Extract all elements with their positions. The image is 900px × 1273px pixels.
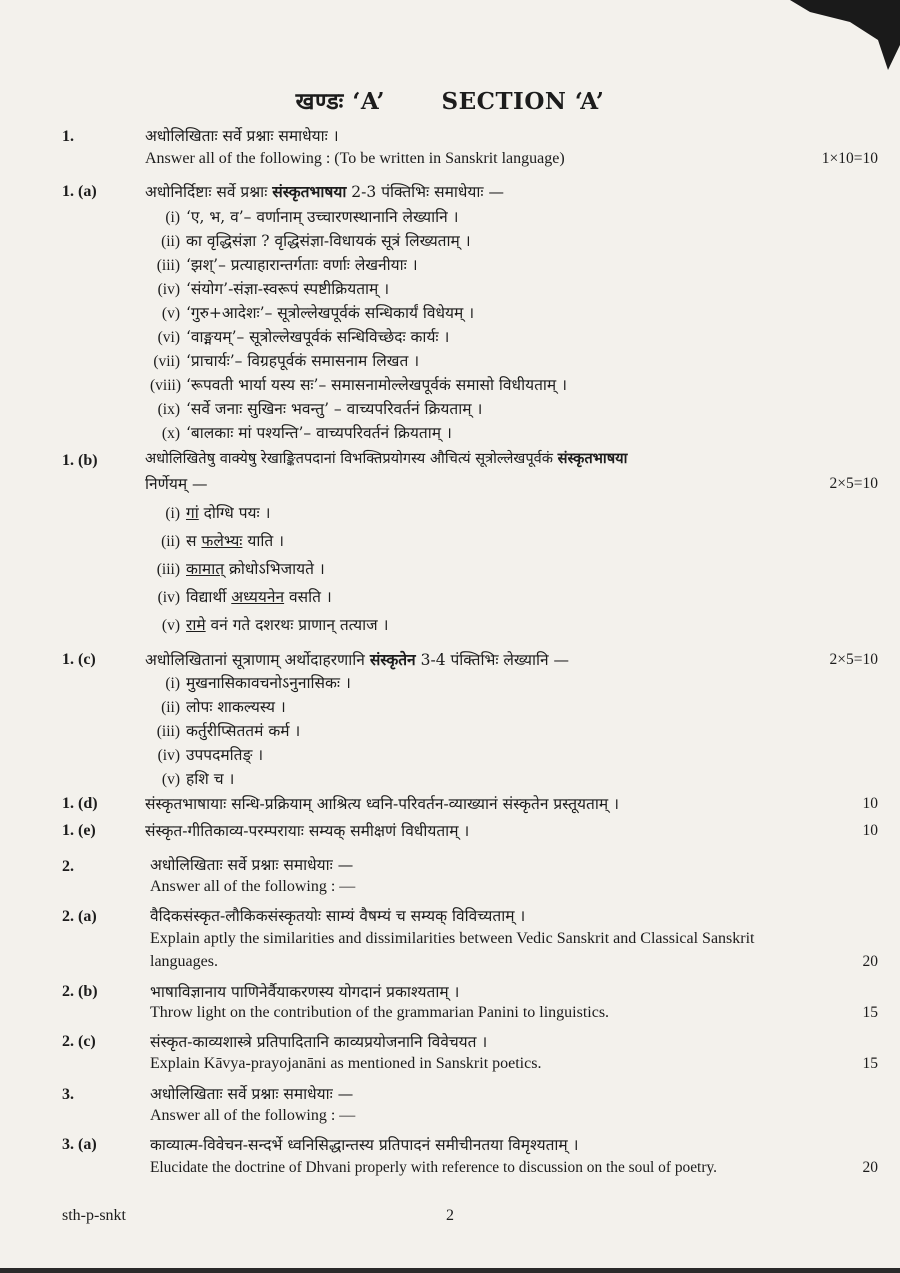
marks: 10 (862, 795, 878, 812)
question-number: 2. (c) (62, 1033, 96, 1050)
question-text-english: Answer all of the following : (To be written in Sanskrit language) (145, 150, 565, 167)
sub-item: (ix) ‘सर्वे जनाः सुखिनः भवन्तु’ – वाच्यपरिवर्तनं क्रियताम् । (157, 400, 483, 418)
marks: 2×5=10 (829, 475, 878, 492)
text-part: अधोनिर्दिष्टाः सर्वे प्रश्नाः (145, 183, 273, 201)
question-number: 1. (b) (62, 452, 98, 469)
question-number: 2. (a) (62, 908, 97, 925)
question-text-sanskrit: काव्यात्म-विवेचन-सन्दर्भे ध्वनिसिद्धान्तस्य प्रतिपादनं समीचीनतया विमृश्यताम् । (150, 1136, 579, 1154)
marks: 15 (862, 1004, 878, 1021)
scan-edge (0, 1268, 900, 1273)
marks: 10 (862, 822, 878, 839)
sub-item: (vii) ‘प्राचार्यः’– विग्रहपूर्वकं समासनाम लिखत । (153, 352, 420, 370)
section-title-hindi: खण्डः ‘A’ (295, 88, 385, 115)
paper-code: sth-p-snkt (62, 1207, 126, 1224)
sub-item: (ii) का वृद्धिसंज्ञा ? वृद्धिसंज्ञा-विधायकं सूत्रं लिख्यताम् । (161, 232, 471, 250)
sub-item: (i) गां दोग्धि पयः । (165, 504, 271, 522)
question-text: संस्कृतभाषायाः सन्धि-प्रक्रियाम् आश्रित्य ध्वनि-परिवर्तन-व्याख्यानं संस्कृतेन प्रस्तूयताम् । (145, 795, 619, 813)
emphasis-text: संस्कृतेन (369, 650, 416, 669)
sub-item: (iii) कामात् क्रोधोऽभिजायते । (156, 560, 325, 578)
question-number: 1. (a) (62, 183, 97, 200)
question-text-english: Elucidate the doctrine of Dhvani properly with reference to discussion on the soul of poetry. (150, 1159, 718, 1176)
question-text (145, 648, 878, 670)
sub-item: (i) ‘ए, भ, व’– वर्णानाम् उच्चारणस्थानानि लेख्यानि । (165, 208, 459, 226)
question-text-sanskrit: संस्कृत-काव्यशास्त्रे प्रतिपादितानि काव्यप्रयोजनानि विवेचयत । (150, 1033, 488, 1051)
sub-item: (ii) स फलेभ्यः याति । (161, 532, 285, 550)
text-part: अधोलिखितानां सूत्राणाम् अर्थोदाहरणानि (145, 651, 370, 669)
marks: 20 (862, 953, 878, 970)
question-text-english: Explain aptly the similarities and dissimilarities between Vedic Sanskrit and Classical Sanskrit (150, 930, 755, 947)
question-text-sanskrit: वैदिकसंस्कृत-लौकिकसंस्कृतयोः साम्यं वैषम्यं च सम्यक् विविच्यताम् । (150, 907, 526, 925)
question-number: 1. (62, 128, 74, 145)
question-number: 1. (c) (62, 651, 96, 668)
question-text (145, 448, 878, 468)
corner-ink-mark (770, 0, 900, 70)
question-text-english-cont: languages. (150, 953, 218, 970)
sub-item: (iv) विद्यार्थी अध्ययनेन वसति । (157, 588, 332, 606)
question-text-english: Answer all of the following : — (150, 878, 356, 895)
sub-item: (v) हशि च । (161, 770, 235, 788)
sub-item: (iii) कर्तुरीप्सिततमं कर्म । (156, 722, 301, 740)
question-number: 3. (a) (62, 1136, 97, 1153)
question-text-english: Throw light on the contribution of the grammarian Panini to linguistics. (150, 1004, 610, 1021)
question-text-sanskrit: अधोलिखिताः सर्वे प्रश्नाः समाधेयाः — (150, 1085, 354, 1103)
question-text-english: Answer all of the following : — (150, 1107, 356, 1124)
question-text-sanskrit: अधोलिखिताः सर्वे प्रश्नाः समाधेयाः — (150, 856, 354, 874)
sub-item: (iv) उपपदमतिङ् । (157, 746, 264, 764)
question-text-english: Explain Kāvya-prayojanāni as mentioned in Sanskrit poetics. (150, 1055, 542, 1072)
sub-item: (v) ‘गुरु+आदेशः’– सूत्रोल्लेखपूर्वकं सन्धिकार्यं विधेयम् । (161, 304, 475, 322)
marks: 20 (862, 1159, 878, 1176)
emphasis-text: संस्कृतभाषया (272, 182, 347, 201)
marks: 15 (862, 1055, 878, 1072)
section-header (0, 84, 900, 116)
marks: 2×5=10 (829, 651, 878, 668)
sub-item: (iv) ‘संयोग’-संज्ञा-स्वरूपं स्पष्टीक्रियताम् । (157, 280, 390, 298)
question-number: 1. (d) (62, 795, 98, 812)
sub-item: (viii) ‘रूपवती भार्या यस्य सः’– समासनामोल्लेखपूर्वकं समासो विधीयताम् । (150, 376, 568, 394)
sub-item: (vi) ‘वाङ्मयम्’– सूत्रोल्लेखपूर्वकं सन्धिविच्छेदः कार्यः । (157, 328, 450, 346)
section-title-english: SECTION ‘A’ (441, 88, 605, 115)
emphasis-text: संस्कृतभाषया (557, 450, 628, 467)
text-part: 3-4 पंक्तिभिः लेख्यानि — (415, 651, 570, 669)
question-number: 2. (b) (62, 983, 98, 1000)
question-number: 3. (62, 1086, 74, 1103)
sub-item: (ii) लोपः शाकल्यस्य । (161, 698, 286, 716)
sub-item: (x) ‘बालकाः मां पश्यन्ति’– वाच्यपरिवर्तनं क्रियताम् । (161, 424, 452, 442)
page-number: 2 (446, 1207, 454, 1224)
text-part: 2-3 पंक्तिभिः समाधेयाः — (346, 183, 504, 201)
marks: 1×10=10 (821, 150, 878, 167)
sub-item: (iii) ‘झश्’– प्रत्याहारान्तर्गताः वर्णाः लेखनीयाः । (156, 256, 418, 274)
question-number: 1. (e) (62, 822, 96, 839)
sub-item: (i) मुखनासिकावचनोऽनुनासिकः । (165, 674, 351, 692)
question-text: संस्कृत-गीतिकाव्य-परम्परायाः सम्यक् समीक्षणं विधीयताम् । (145, 822, 470, 840)
question-text-sanskrit: भाषाविज्ञानाय पाणिनेर्वैयाकरणस्य योगदानं प्रकाश्यताम् । (150, 983, 460, 1001)
question-text (145, 180, 878, 202)
question-number: 2. (62, 858, 74, 875)
question-text-sanskrit: अधोलिखिताः सर्वे प्रश्नाः समाधेयाः । (145, 127, 339, 145)
text-part: अधोलिखितेषु वाक्येषु रेखाङ्कितपदानां विभक्तिप्रयोगस्य औचित्यं सूत्रोल्लेखपूर्वकं (145, 450, 558, 467)
question-text-cont: निर्णेयम् — (145, 475, 208, 493)
sub-item: (v) रामे वनं गते दशरथः प्राणान् तत्याज । (161, 616, 389, 634)
